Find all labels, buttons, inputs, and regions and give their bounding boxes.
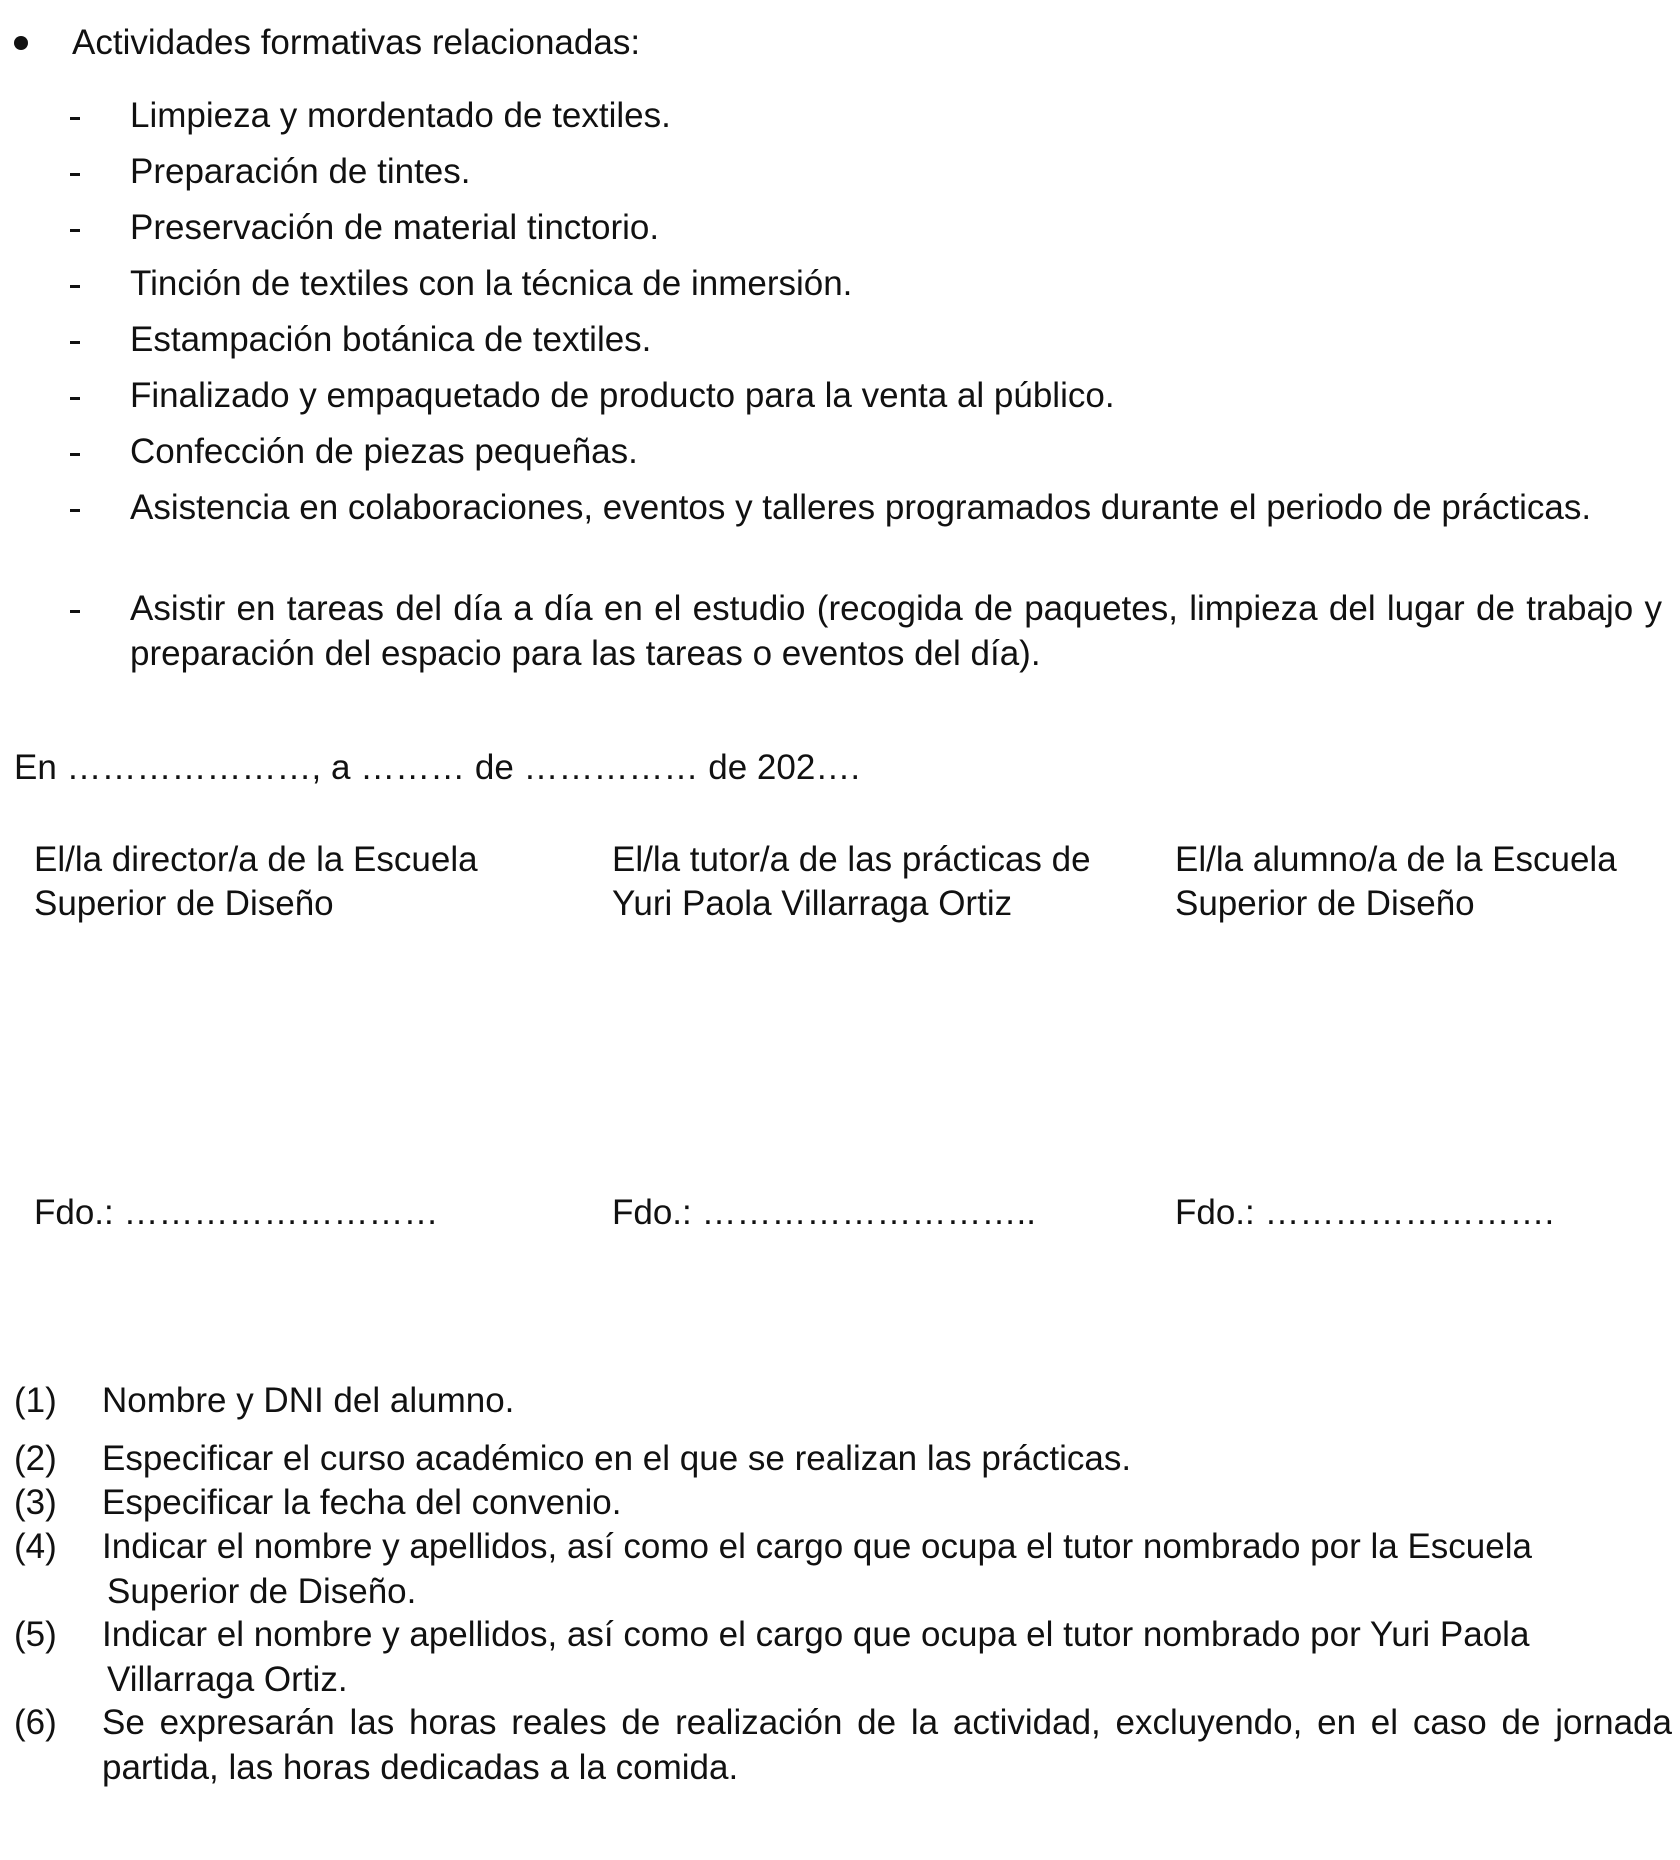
footnote-number: (2) — [14, 1439, 57, 1478]
footnote-text — [102, 1700, 1672, 1790]
footnote-number: (4) — [14, 1527, 57, 1566]
signature-title-line: El/la tutor/a de las prácticas de — [612, 840, 1091, 879]
signature-fdo-tutor: Fdo.: ……………………….. — [612, 1193, 1036, 1232]
footnote-line: Especificar el curso académico en el que se realizan las prácticas. — [102, 1439, 1132, 1478]
signature-title-student — [1175, 838, 1655, 926]
bullet-icon — [14, 36, 28, 50]
footnote-number: (3) — [14, 1483, 57, 1522]
activity-text: Preservación de material tinctorio. — [130, 208, 660, 247]
footnote-number: (6) — [14, 1703, 57, 1742]
date-line: En …………………, a ……… de …………… de 202…. — [14, 748, 861, 787]
activity-text: Confección de piezas pequeñas. — [130, 432, 638, 471]
signature-title-line: Superior de Diseño — [34, 884, 334, 923]
activity-text: Asistencia en colaboraciones, eventos y talleres programados durante el periodo de prácticas. — [130, 488, 1592, 527]
footnote-line: Se expresarán las horas reales de realización de la actividad, excluyendo, en el caso de jornada partida, las horas dedicadas a la comida. — [102, 1703, 1672, 1787]
signature-title-line: El/la director/a de la Escuela — [34, 840, 478, 879]
footnote-line: Indicar el nombre y apellidos, así como el cargo que ocupa el tutor nombrado por la Escuela — [102, 1527, 1532, 1566]
footnote-line-cont: Villarraga Ortiz. — [107, 1660, 348, 1699]
signature-title-line: Superior de Diseño — [1175, 884, 1475, 923]
footnote-text — [102, 1524, 1672, 1614]
footnote-line: Indicar el nombre y apellidos, así como el cargo que ocupa el tutor nombrado por Yuri Paola — [102, 1615, 1530, 1654]
activity-text: Preparación de tintes. — [130, 152, 471, 191]
activities-heading-text: Actividades formativas relacionadas: — [72, 23, 641, 62]
footnote-text — [102, 1436, 1672, 1481]
footnote-text — [102, 1612, 1672, 1702]
activity-text: Asistir en tareas del día a día en el estudio (recogida de paquetes, limpieza del lugar de trabajo y preparación del espacio para las tareas o eventos del día). — [130, 589, 1662, 673]
activity-text: Estampación botánica de textiles. — [130, 320, 652, 359]
signature-title-director — [34, 838, 566, 926]
footnote-line: Nombre y DNI del alumno. — [102, 1381, 515, 1420]
footnote-line-cont: Superior de Diseño. — [107, 1572, 417, 1611]
footnote-number: (5) — [14, 1615, 57, 1654]
activity-text: Finalizado y empaquetado de producto para la venta al público. — [130, 376, 1115, 415]
footnote-number: (1) — [14, 1381, 57, 1420]
footnote-text — [102, 1378, 1672, 1423]
activity-text: Tinción de textiles con la técnica de inmersión. — [130, 264, 853, 303]
signature-title-line: El/la alumno/a de la Escuela — [1175, 840, 1617, 879]
signature-title-tutor — [612, 838, 1132, 926]
footnote-text — [102, 1480, 1672, 1525]
signature-fdo-director: Fdo.: ……………………… — [34, 1193, 439, 1232]
signature-title-line: Yuri Paola Villarraga Ortiz — [612, 884, 1013, 923]
activity-text: Limpieza y mordentado de textiles. — [130, 96, 671, 135]
signature-fdo-student: Fdo.: ……………………. — [1175, 1193, 1555, 1232]
footnote-line: Especificar la fecha del convenio. — [102, 1483, 622, 1522]
